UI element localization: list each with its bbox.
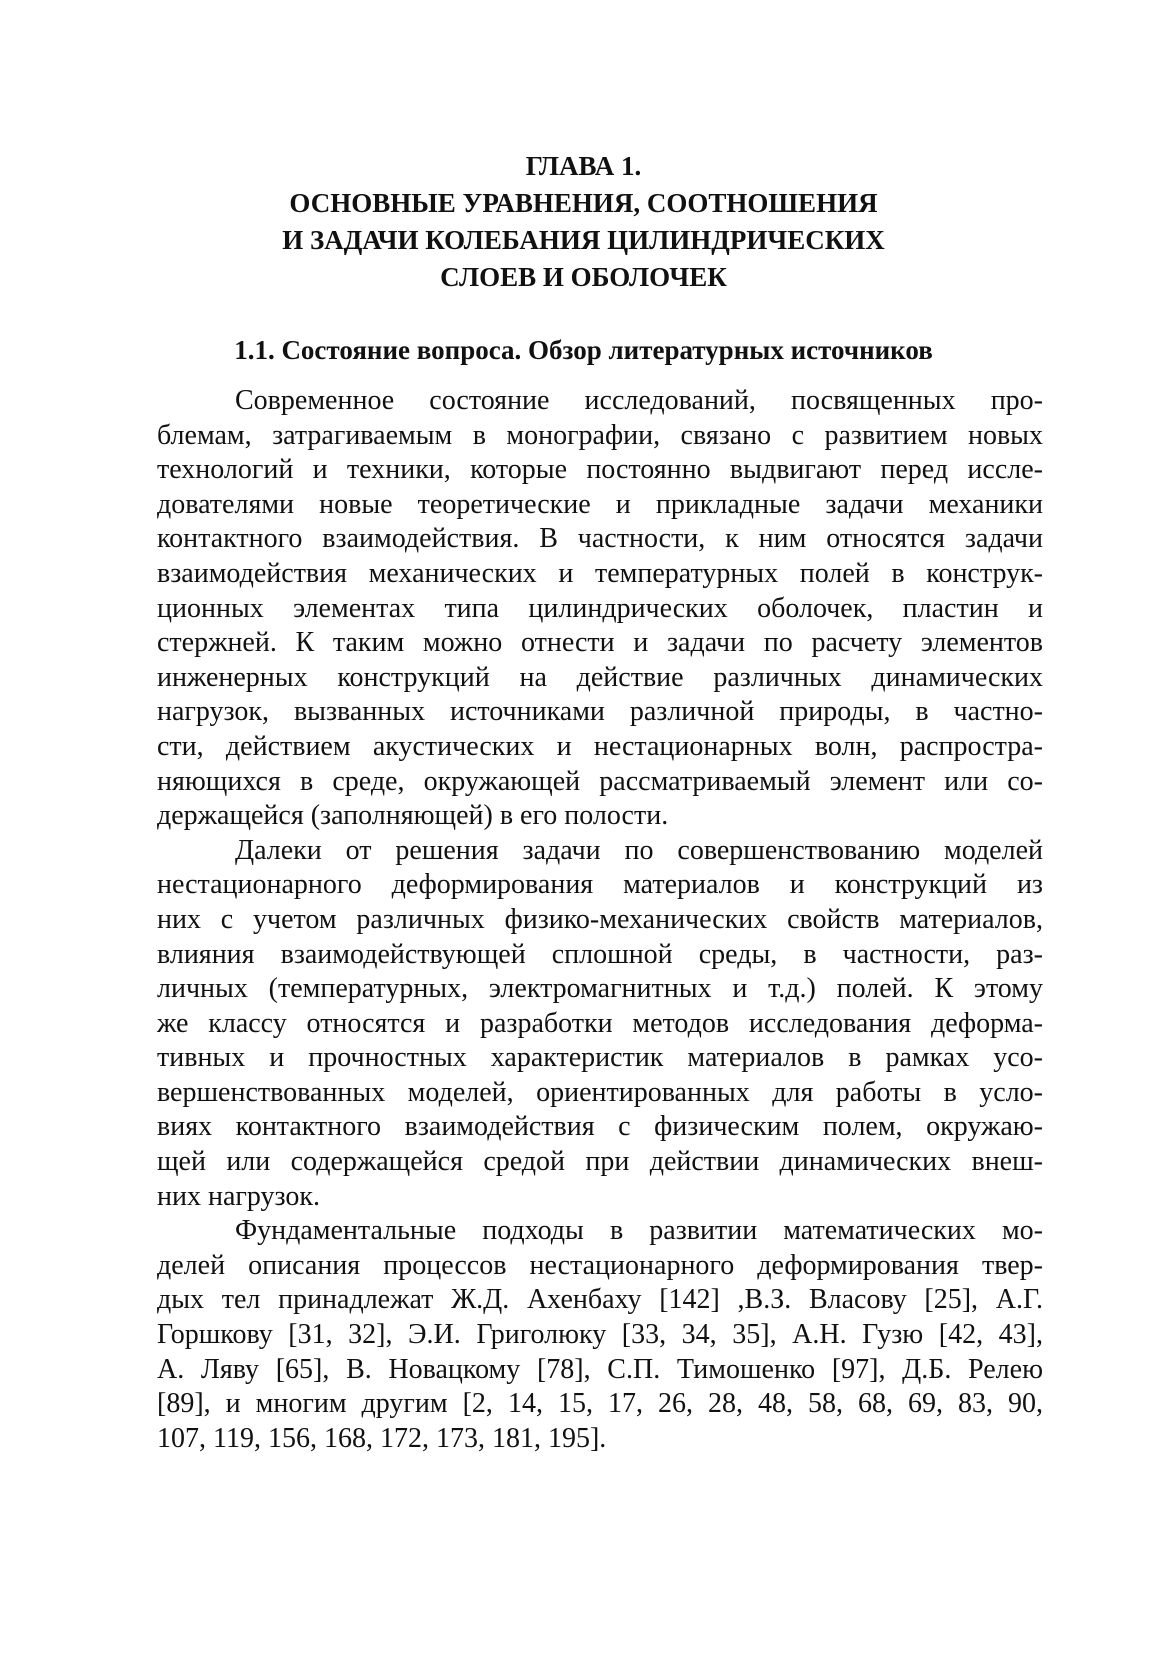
text-line: виях контактного взаимодействия с физическим полем, окружаю- — [157, 1111, 1043, 1143]
text-line: 107, 119, 156, 168, 172, 173, 181, 195]. — [157, 1422, 607, 1454]
text-line: нестационарного деформирования материалов и конструкций из — [157, 869, 1043, 901]
text-line: инженерных конструкций на действие различных динамических — [157, 661, 1043, 693]
section-title: 1.1. Состояние вопроса. Обзор литературных источников — [234, 335, 933, 365]
text-line: делей описания процессов нестационарного деформирования твер- — [157, 1249, 1043, 1281]
text-line: контактного взаимодействия. В частности, к ним относятся задачи — [157, 523, 1043, 555]
body-text — [157, 384, 1043, 1456]
text-line: тивных и прочностных характеристик материалов в рамках усо- — [157, 1042, 1043, 1074]
text-line: же классу относятся и разработки методов исследования деформа- — [157, 1007, 1043, 1039]
text-line: Далеки от решения задачи по совершенствованию моделей — [235, 834, 1043, 866]
text-line: Горшкову [31, 32], Э.И. Григолюку [33, 34, 35], А.Н. Гузю [42, 43], — [157, 1319, 1043, 1351]
text-line: них нагрузок. — [157, 1180, 320, 1212]
text-line: дых тел принадлежат Ж.Д. Ахенбаху [142] ,В.З. Власову [25], А.Г. — [157, 1284, 1043, 1316]
paragraph — [157, 834, 1043, 1215]
text-line: стержней. К таким можно отнести и задачи по расчету элементов — [157, 627, 1043, 659]
paragraph — [157, 384, 1043, 834]
paragraph — [157, 1214, 1043, 1456]
text-line: нагрузок, вызванных источниками различной природы, в частно- — [157, 696, 1043, 728]
text-line: сти, действием акустических и нестационарных волн, распростра- — [157, 730, 1043, 762]
text-line: Фундаментальные подходы в развитии математических мо- — [235, 1215, 1043, 1247]
chapter-heading — [0, 148, 1167, 296]
text-line: влияния взаимодействующей сплошной среды, в частности, раз- — [157, 938, 1043, 970]
text-line: А. Ляву [65], В. Новацкому [78], С.П. Тимошенко [97], Д.Б. Релею — [157, 1353, 1043, 1385]
text-line: ционных элементах типа цилиндрических оболочек, пластин и — [157, 592, 1043, 624]
text-line: держащейся (заполняющей) в его полости. — [157, 800, 669, 832]
chapter-title-line: И ЗАДАЧИ КОЛЕБАНИЯ ЦИЛИНДРИЧЕСКИХ — [282, 225, 885, 255]
text-line: блемам, затрагиваемым в монографии, связано с развитием новых — [157, 419, 1043, 451]
text-line: взаимодействия механических и температурных полей в конструк- — [157, 557, 1043, 589]
text-line: дователями новые теоретические и прикладные задачи механики — [157, 488, 1043, 520]
text-line: няющихся в среде, окружающей рассматриваемый элемент или со- — [157, 765, 1043, 797]
text-line: личных (температурных, электромагнитных и т.д.) полей. К этому — [157, 973, 1043, 1005]
text-line: Современное состояние исследований, посвященных про- — [235, 385, 1043, 416]
text-line: них с учетом различных физико-механических свойств материалов, — [157, 903, 1043, 935]
text-line: вершенствованных моделей, ориентированных для работы в усло- — [157, 1076, 1043, 1108]
text-line: щей или содержащейся средой при действии динамических внеш- — [157, 1146, 1043, 1178]
text-line: технологий и техники, которые постоянно выдвигают перед иссле- — [157, 454, 1043, 486]
chapter-title-line: ОСНОВНЫЕ УРАВНЕНИЯ, СООТНОШЕНИЯ — [289, 188, 878, 218]
text-line: [89], и многим другим [2, 14, 15, 17, 26, 28, 48, 58, 68, 69, 83, 90, — [157, 1388, 1043, 1420]
chapter-number: ГЛАВА 1. — [525, 151, 642, 181]
chapter-title-line: СЛОЕВ И ОБОЛОЧЕК — [440, 262, 727, 292]
